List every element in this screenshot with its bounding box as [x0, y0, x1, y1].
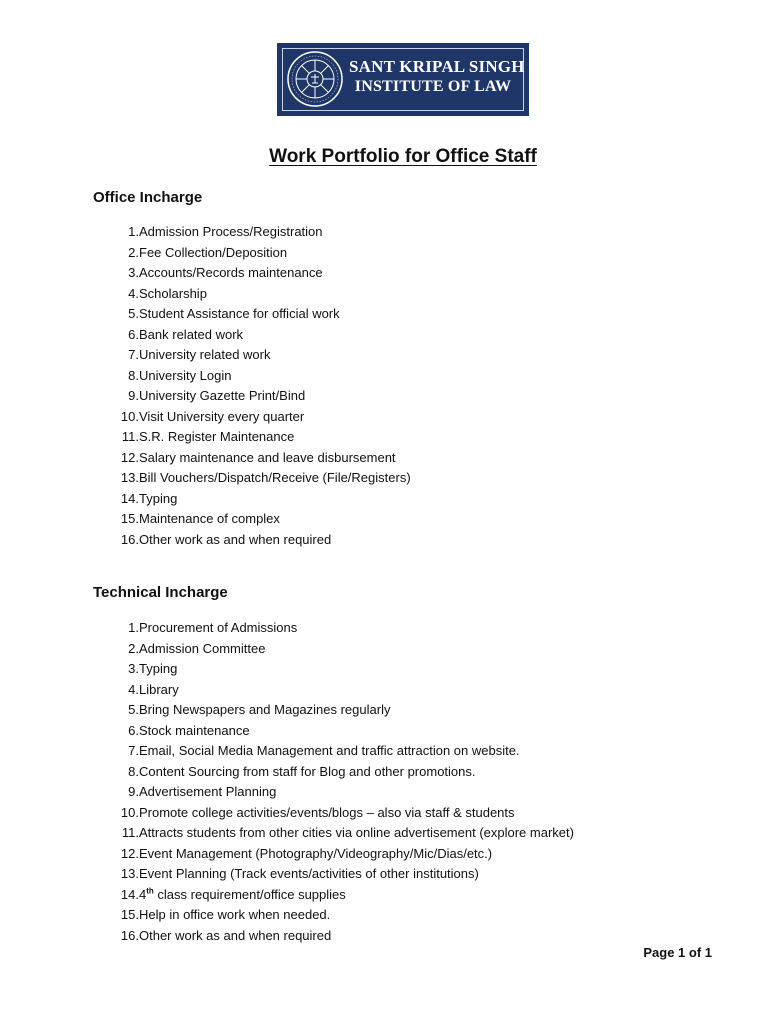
list-item [93, 304, 340, 325]
list-item-text: Event Planning (Track events/activities of other institutions) [139, 866, 479, 881]
list-item-number [93, 721, 139, 742]
list-item-text: Typing [139, 490, 178, 506]
list-item-number [93, 844, 139, 865]
list-item-number [93, 222, 139, 243]
list-item-number-text: 5. [128, 702, 139, 717]
list-item [93, 468, 411, 489]
list-item-number [93, 680, 139, 701]
list-item-number-text: 13. [120, 470, 139, 485]
list-item-number-text: 10. [120, 408, 139, 424]
list-item-text-prefix: 4 [139, 886, 147, 902]
list-item-number-text: 5. [128, 306, 139, 321]
list-item-number-text: 10. [120, 804, 139, 820]
list-item-number [93, 407, 139, 428]
list-item [93, 885, 346, 906]
list-item-number-text: 7. [128, 347, 139, 362]
list-item-text: Help in office work when needed. [139, 907, 331, 922]
list-item [93, 926, 332, 947]
list-item [93, 700, 391, 721]
list-item-text: Advertisement Planning [139, 784, 277, 799]
list-item [93, 222, 323, 243]
list-item-text: Stock maintenance [139, 722, 250, 738]
list-item-text: Maintenance of complex [139, 511, 280, 526]
list-item-text: University Gazette Print/Bind [139, 388, 306, 403]
list-item-number [93, 803, 139, 824]
list-item-number-text: 12. [120, 449, 139, 465]
list-item-text: Fee Collection/Deposition [139, 244, 288, 260]
list-item-number-text: 6. [128, 326, 139, 342]
list-item-number [93, 618, 139, 639]
list-item-number-text: 3. [128, 265, 139, 280]
list-item-text: Promote college activities/events/blogs – also via staff & students [139, 804, 515, 820]
list-item-text-rest: class requirement/office supplies [153, 886, 346, 902]
list-item-number-text: 8. [128, 367, 139, 383]
list-item [93, 407, 305, 428]
list-item-text: Salary maintenance and leave disbursement [139, 449, 396, 465]
list-item-number-text: 1. [128, 224, 139, 239]
list-item-number [93, 448, 139, 469]
list-item-text: University related work [139, 347, 271, 362]
list-item-text: Attracts students from other cities via online advertisement (explore market) [139, 825, 574, 840]
logo-text [349, 57, 525, 97]
list-item [93, 680, 179, 701]
list-item-number-text: 14. [120, 490, 139, 506]
list-item-number [93, 905, 139, 926]
list-item-number [93, 366, 139, 387]
list-item-number-text: 2. [128, 640, 139, 656]
list-item-number-text: 15. [120, 511, 139, 526]
list-item-number [93, 926, 139, 947]
list-item [93, 530, 332, 551]
list-item-number-text: 7. [128, 743, 139, 758]
list-item-text: Email, Social Media Management and traffic attraction on website. [139, 743, 520, 758]
technical-incharge-list [93, 618, 574, 946]
list-item [93, 263, 323, 284]
list-item-number-text: 1. [128, 620, 139, 635]
list-item [93, 741, 520, 762]
list-item [93, 243, 288, 264]
list-item-text: Visit University every quarter [139, 408, 305, 424]
list-item-text: Other work as and when required [139, 531, 332, 547]
page-number: Page 1 of 1 [643, 945, 712, 960]
list-item-number [93, 468, 139, 489]
list-item-number-text: 4. [128, 681, 139, 697]
list-item-number [93, 864, 139, 885]
list-item-text: University Login [139, 367, 232, 383]
list-item [93, 386, 306, 407]
list-item-number-text: 4. [128, 285, 139, 301]
logo-line-1: SANT KRIPAL SINGH [349, 57, 525, 76]
institute-logo [277, 43, 529, 116]
list-item-text: Accounts/Records maintenance [139, 265, 323, 280]
list-item-text: Bring Newspapers and Magazines regularly [139, 702, 391, 717]
list-item-number [93, 509, 139, 530]
list-item [93, 345, 271, 366]
list-item-text: Admission Committee [139, 640, 266, 656]
list-item-number [93, 263, 139, 284]
list-item-number-text: 8. [128, 763, 139, 779]
list-item-number-text: 13. [120, 866, 139, 881]
list-item-text: Library [139, 681, 179, 697]
list-item [93, 844, 493, 865]
list-item-number [93, 243, 139, 264]
list-item [93, 782, 277, 803]
list-item-number [93, 762, 139, 783]
list-item-number [93, 427, 139, 448]
list-item-text: Other work as and when required [139, 927, 332, 943]
list-item-number-text: 15. [120, 907, 139, 922]
list-item-number [93, 659, 139, 680]
list-item-number [93, 823, 139, 844]
list-item-text: Typing [139, 661, 178, 676]
list-item-text: Bill Vouchers/Dispatch/Receive (File/Registers) [139, 470, 411, 485]
list-item-number-text: 16. [120, 531, 139, 547]
list-item [93, 803, 515, 824]
list-item-text: Procurement of Admissions [139, 620, 298, 635]
list-item [93, 489, 178, 510]
list-item-number-text: 16. [120, 927, 139, 943]
list-item [93, 325, 244, 346]
list-item-number [93, 386, 139, 407]
logo-line-2: INSTITUTE OF LAW [354, 78, 512, 95]
list-item [93, 618, 298, 639]
list-item-number-text: 11. [121, 825, 139, 840]
institute-seal-icon [286, 50, 344, 108]
list-item [93, 284, 207, 305]
list-item-text [139, 885, 346, 906]
list-item-number-text: 12. [120, 845, 139, 861]
list-item-number [93, 489, 139, 510]
list-item-text: Content Sourcing from staff for Blog and other promotions. [139, 763, 476, 779]
list-item [93, 905, 331, 926]
list-item-number [93, 700, 139, 721]
list-item-text: S.R. Register Maintenance [139, 429, 295, 444]
list-item [93, 509, 280, 530]
list-item-number-text: 6. [128, 722, 139, 738]
list-item [93, 366, 232, 387]
list-item [93, 639, 266, 660]
list-item-text: Event Management (Photography/Videography/Mic/Dias/etc.) [139, 845, 493, 861]
list-item-number [93, 304, 139, 325]
list-item [93, 823, 574, 844]
list-item-number [93, 284, 139, 305]
list-item-number-text: 9. [128, 784, 139, 799]
document-title: Work Portfolio for Office Staff [269, 146, 537, 167]
list-item-number-text: 9. [128, 388, 139, 403]
list-item-text: Bank related work [139, 326, 244, 342]
list-item [93, 427, 295, 448]
list-item [93, 864, 479, 885]
office-incharge-list [93, 222, 411, 550]
list-item-number-text: 3. [128, 661, 139, 676]
list-item-number-text: 14. [120, 886, 139, 902]
list-item [93, 448, 396, 469]
list-item [93, 762, 476, 783]
list-item-text-superscript: th [146, 886, 154, 896]
list-item-text: Student Assistance for official work [139, 306, 340, 321]
list-item-number [93, 345, 139, 366]
list-item-number [93, 741, 139, 762]
list-item-number [93, 639, 139, 660]
list-item-number [93, 530, 139, 551]
list-item-number [93, 885, 139, 906]
list-item-number-text: 2. [128, 244, 139, 260]
list-item [93, 721, 250, 742]
list-item-text: Admission Process/Registration [139, 224, 323, 239]
list-item-text: Scholarship [139, 285, 207, 301]
section-heading-technical-incharge: Technical Incharge [93, 584, 228, 601]
section-heading-office-incharge: Office Incharge [93, 189, 203, 206]
list-item-number [93, 782, 139, 803]
list-item-number [93, 325, 139, 346]
list-item [93, 659, 178, 680]
list-item-number-text: 11. [121, 429, 139, 444]
